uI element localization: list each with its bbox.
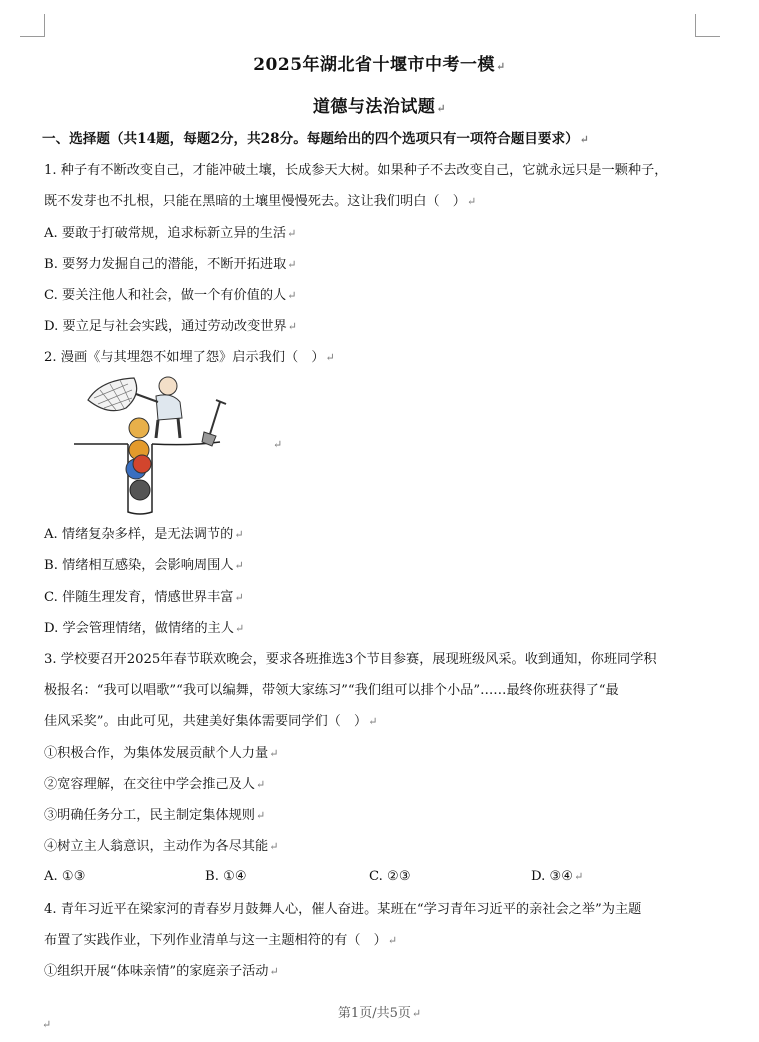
q3-stem-line-2: 极报名：“我可以唱歌”“我可以编舞，带领大家练习”“我们组可以排个小品”……最终你班获得了“最 — [44, 683, 619, 698]
q1-option-b: B. 要努力发掘自己的潜能，不断开拓进取↵ — [44, 257, 297, 272]
q3-statement-1: ①积极合作，为集体发展贡献个人力量↵ — [44, 746, 279, 761]
q2-stem: 2. 漫画《与其埋怨不如埋了怨》启示我们（ ）↵ — [44, 350, 335, 365]
q1-stem-line-2: 既不发芽也不扎根，只能在黑暗的土壤里慢慢死去。这让我们明白（ ）↵ — [44, 194, 477, 209]
q2-option-c: C. 伴随生理发育，情感世界丰富↵ — [44, 590, 244, 605]
q1-stem-line-1: 1. 种子有不断改变自己，才能冲破土壤，长成参天大树。如果种子不去改变自己，它就永远只是一颗种子， — [44, 163, 668, 178]
q3-option-d: D. ③④↵ — [531, 869, 584, 884]
q2-option-a: A. 情绪复杂多样，是无法调节的↵ — [44, 527, 244, 542]
q2-option-b: B. 情绪相互感染，会影响周围人↵ — [44, 558, 244, 573]
cartoon-image — [70, 372, 270, 518]
crop-mark-top-left — [20, 14, 45, 37]
q2-option-d: D. 学会管理情绪，做情绪的主人↵ — [44, 621, 245, 636]
q3-statement-2: ②宽容理解，在交往中学会推己及人↵ — [44, 777, 266, 792]
q3-option-c: C. ②③ — [369, 869, 411, 884]
q3-option-a: A. ①③ — [44, 869, 86, 884]
q3-statement-4: ④树立主人翁意识，主动作为各尽其能↵ — [44, 839, 279, 854]
q4-stem-line-1: 4. 青年习近平在梁家河的青春岁月鼓舞人心，催人奋进。某班在“学习青年习近平的亲社会之举”为主题 — [44, 902, 642, 917]
crop-mark-top-right — [695, 14, 720, 37]
q4-stem-line-2: 布置了实践作业，下列作业清单与这一主题相符的有（ ）↵ — [44, 933, 398, 948]
image-paragraph-mark: ↵ — [273, 438, 283, 451]
q1-option-c: C. 要关注他人和社会，做一个有价值的人↵ — [44, 288, 297, 303]
q4-statement-1: ①组织开展“体味亲情”的家庭亲子活动↵ — [44, 964, 279, 979]
q1-option-a: A. 要敢于打破常规，追求标新立异的生活↵ — [44, 226, 297, 241]
trailing-paragraph-mark: ↵ — [42, 1018, 52, 1031]
section-heading: 一、选择题（共14题，每题2分，共28分。每题给出的四个选项只有一项符合题目要求）↵ — [42, 131, 589, 147]
exam-subtitle: 道德与法治试题↵ — [312, 97, 447, 117]
q3-stem-line-1: 3. 学校要召开2025年春节联欢晚会，要求各班推选3个节目参赛，展现班级风采。收到通知，你班同学积 — [44, 652, 657, 667]
page-footer: 第1页/共5页↵ — [337, 1006, 422, 1021]
exam-title: 2025年湖北省十堰市中考一模↵ — [253, 55, 506, 75]
q3-stem-line-3: 佳风采奖”。由此可见，共建美好集体需要同学们（ ）↵ — [44, 714, 378, 729]
q3-option-b: B. ①④ — [205, 869, 247, 884]
q1-option-d: D. 要立足与社会实践，通过劳动改变世界↵ — [44, 319, 297, 334]
q3-statement-3: ③明确任务分工，民主制定集体规则↵ — [44, 808, 266, 823]
